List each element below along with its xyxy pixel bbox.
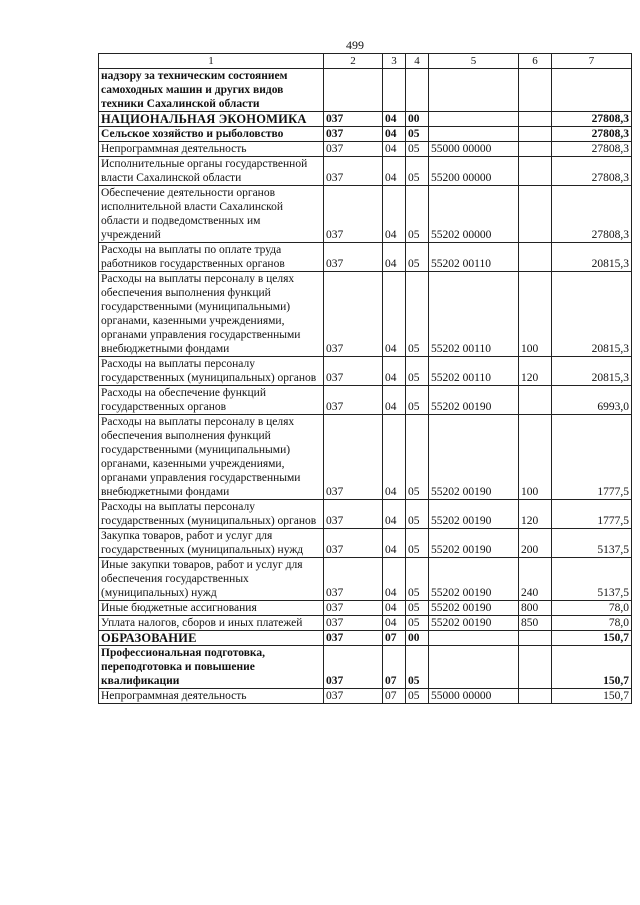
table-row [99,69,632,112]
section-code-cell: 04 [383,157,406,186]
amount-cell: 1777,5 [552,415,632,500]
amount-cell: 27808,3 [552,142,632,157]
target-article-cell [429,127,519,142]
admin-code-cell: 037 [324,357,383,386]
amount-cell: 20815,3 [552,243,632,272]
table-row [99,357,632,386]
amount-cell: 20815,3 [552,272,632,357]
section-code-cell: 04 [383,112,406,127]
table-row [99,142,632,157]
target-article-cell [429,112,519,127]
column-header-6: 6 [519,54,552,69]
amount-cell: 78,0 [552,601,632,616]
amount-cell: 27808,3 [552,112,632,127]
subsection-code-cell: 00 [406,631,429,646]
table-row [99,243,632,272]
page-number: 499 [346,38,364,52]
amount-cell [552,69,632,112]
column-header-2: 2 [324,54,383,69]
subsection-code-cell: 05 [406,243,429,272]
amount-cell: 150,7 [552,631,632,646]
section-code-cell: 07 [383,631,406,646]
subsection-code-cell: 05 [406,157,429,186]
target-article-cell: 55202 00190 [429,616,519,631]
amount-cell: 27808,3 [552,157,632,186]
subsection-code-cell: 05 [406,186,429,243]
expense-type-cell [519,112,552,127]
admin-code-cell: 037 [324,529,383,558]
table-row [99,186,632,243]
table-row [99,631,632,646]
admin-code-cell: 037 [324,386,383,415]
expense-type-cell [519,646,552,689]
subsection-code-cell: 05 [406,616,429,631]
table-row [99,157,632,186]
table-row [99,646,632,689]
row-name-cell: Непрограммная деятельность [99,142,324,157]
subsection-code-cell: 05 [406,601,429,616]
subsection-code-cell: 05 [406,646,429,689]
column-header-3: 3 [383,54,406,69]
amount-cell: 6993,0 [552,386,632,415]
expense-type-cell: 240 [519,558,552,601]
expense-type-cell [519,689,552,704]
section-code-cell: 04 [383,386,406,415]
admin-code-cell: 037 [324,646,383,689]
section-code-cell: 04 [383,616,406,631]
target-article-cell [429,69,519,112]
subsection-code-cell: 05 [406,689,429,704]
table-body [99,69,632,704]
table-row [99,112,632,127]
admin-code-cell: 037 [324,157,383,186]
subsection-code-cell: 05 [406,272,429,357]
subsection-code-cell: 05 [406,529,429,558]
row-name-cell: Расходы на выплаты персоналу государственных (муниципальных) органов [99,357,324,386]
subsection-code-cell: 05 [406,357,429,386]
target-article-cell: 55202 00190 [429,415,519,500]
row-name-cell: надзору за техническим состоянием самоходных машин и других видов техники Сахалинской области [99,69,324,112]
target-article-cell [429,646,519,689]
target-article-cell: 55202 00190 [429,500,519,529]
subsection-code-cell: 05 [406,127,429,142]
subsection-code-cell: 05 [406,500,429,529]
target-article-cell: 55202 00110 [429,272,519,357]
target-article-cell: 55200 00000 [429,157,519,186]
column-header-4: 4 [406,54,429,69]
admin-code-cell: 037 [324,142,383,157]
admin-code-cell: 037 [324,631,383,646]
target-article-cell [429,631,519,646]
table-row [99,558,632,601]
admin-code-cell: 037 [324,558,383,601]
target-article-cell: 55000 00000 [429,689,519,704]
section-code-cell: 04 [383,601,406,616]
budget-table [98,53,632,704]
row-name-cell: Расходы на обеспечение функций государственных органов [99,386,324,415]
target-article-cell: 55202 00190 [429,386,519,415]
row-name-cell: Непрограммная деятельность [99,689,324,704]
amount-cell: 5137,5 [552,558,632,601]
admin-code-cell: 037 [324,127,383,142]
admin-code-cell: 037 [324,500,383,529]
table-row [99,500,632,529]
row-name-cell: Расходы на выплаты персоналу в целях обеспечения выполнения функций государственными (муниципальными) органами, казенными учреждениями, органами управления государственными внебюджетными фондами [99,415,324,500]
subsection-code-cell: 05 [406,558,429,601]
section-code-cell: 04 [383,415,406,500]
header-row [99,54,632,69]
amount-cell: 1777,5 [552,500,632,529]
row-name-cell: Иные бюджетные ассигнования [99,601,324,616]
section-code-cell [383,69,406,112]
subsection-code-cell: 05 [406,386,429,415]
row-name-cell: Сельское хозяйство и рыболовство [99,127,324,142]
expense-type-cell: 120 [519,500,552,529]
admin-code-cell: 037 [324,415,383,500]
row-name-cell: Закупка товаров, работ и услуг для государственных (муниципальных) нужд [99,529,324,558]
section-code-cell: 04 [383,357,406,386]
section-code-cell: 07 [383,646,406,689]
admin-code-cell: 037 [324,616,383,631]
section-code-cell: 04 [383,500,406,529]
table-row [99,127,632,142]
section-code-cell: 04 [383,127,406,142]
admin-code-cell: 037 [324,112,383,127]
row-name-cell: ОБРАЗОВАНИЕ [99,631,324,646]
row-name-cell: Обеспечение деятельности органов исполнительной власти Сахалинской области и подведомственных им учреждений [99,186,324,243]
expense-type-cell [519,243,552,272]
target-article-cell: 55202 00110 [429,357,519,386]
row-name-cell: Расходы на выплаты персоналу государственных (муниципальных) органов [99,500,324,529]
expense-type-cell: 800 [519,601,552,616]
table-row [99,616,632,631]
row-name-cell: Исполнительные органы государственной власти Сахалинской области [99,157,324,186]
section-code-cell: 04 [383,529,406,558]
table-row [99,415,632,500]
table-row [99,689,632,704]
row-name-cell: Уплата налогов, сборов и иных платежей [99,616,324,631]
section-code-cell: 04 [383,186,406,243]
column-header-5: 5 [429,54,519,69]
subsection-code-cell: 00 [406,112,429,127]
admin-code-cell: 037 [324,601,383,616]
amount-cell: 150,7 [552,646,632,689]
table-row [99,601,632,616]
section-code-cell: 04 [383,243,406,272]
amount-cell: 27808,3 [552,127,632,142]
row-name-cell: НАЦИОНАЛЬНАЯ ЭКОНОМИКА [99,112,324,127]
table-row [99,386,632,415]
amount-cell: 5137,5 [552,529,632,558]
column-header-7: 7 [552,54,632,69]
section-code-cell: 04 [383,558,406,601]
row-name-cell: Расходы на выплаты по оплате труда работников государственных органов [99,243,324,272]
expense-type-cell [519,186,552,243]
amount-cell: 27808,3 [552,186,632,243]
admin-code-cell: 037 [324,243,383,272]
admin-code-cell: 037 [324,689,383,704]
expense-type-cell [519,631,552,646]
target-article-cell: 55202 00190 [429,558,519,601]
expense-type-cell [519,386,552,415]
row-name-cell: Иные закупки товаров, работ и услуг для обеспечения государственных (муниципальных) нужд [99,558,324,601]
table-row [99,529,632,558]
admin-code-cell: 037 [324,186,383,243]
target-article-cell: 55202 00110 [429,243,519,272]
expense-type-cell [519,69,552,112]
amount-cell: 20815,3 [552,357,632,386]
amount-cell: 150,7 [552,689,632,704]
expense-type-cell: 100 [519,415,552,500]
row-name-cell: Профессиональная подготовка, переподготовка и повышение квалификации [99,646,324,689]
section-code-cell: 04 [383,142,406,157]
expense-type-cell: 850 [519,616,552,631]
row-name-cell: Расходы на выплаты персоналу в целях обеспечения выполнения функций государственными (муниципальными) органами, казенными учреждениями, органами управления государственными внебюджетными фондами [99,272,324,357]
subsection-code-cell [406,69,429,112]
target-article-cell: 55000 00000 [429,142,519,157]
expense-type-cell: 120 [519,357,552,386]
amount-cell: 78,0 [552,616,632,631]
admin-code-cell: 037 [324,272,383,357]
target-article-cell: 55202 00000 [429,186,519,243]
expense-type-cell [519,127,552,142]
expense-type-cell [519,142,552,157]
table-row [99,272,632,357]
expense-type-cell [519,157,552,186]
subsection-code-cell: 05 [406,415,429,500]
target-article-cell: 55202 00190 [429,529,519,558]
section-code-cell: 04 [383,272,406,357]
column-header-1: 1 [99,54,324,69]
subsection-code-cell: 05 [406,142,429,157]
expense-type-cell: 100 [519,272,552,357]
section-code-cell: 07 [383,689,406,704]
expense-type-cell: 200 [519,529,552,558]
target-article-cell: 55202 00190 [429,601,519,616]
admin-code-cell [324,69,383,112]
